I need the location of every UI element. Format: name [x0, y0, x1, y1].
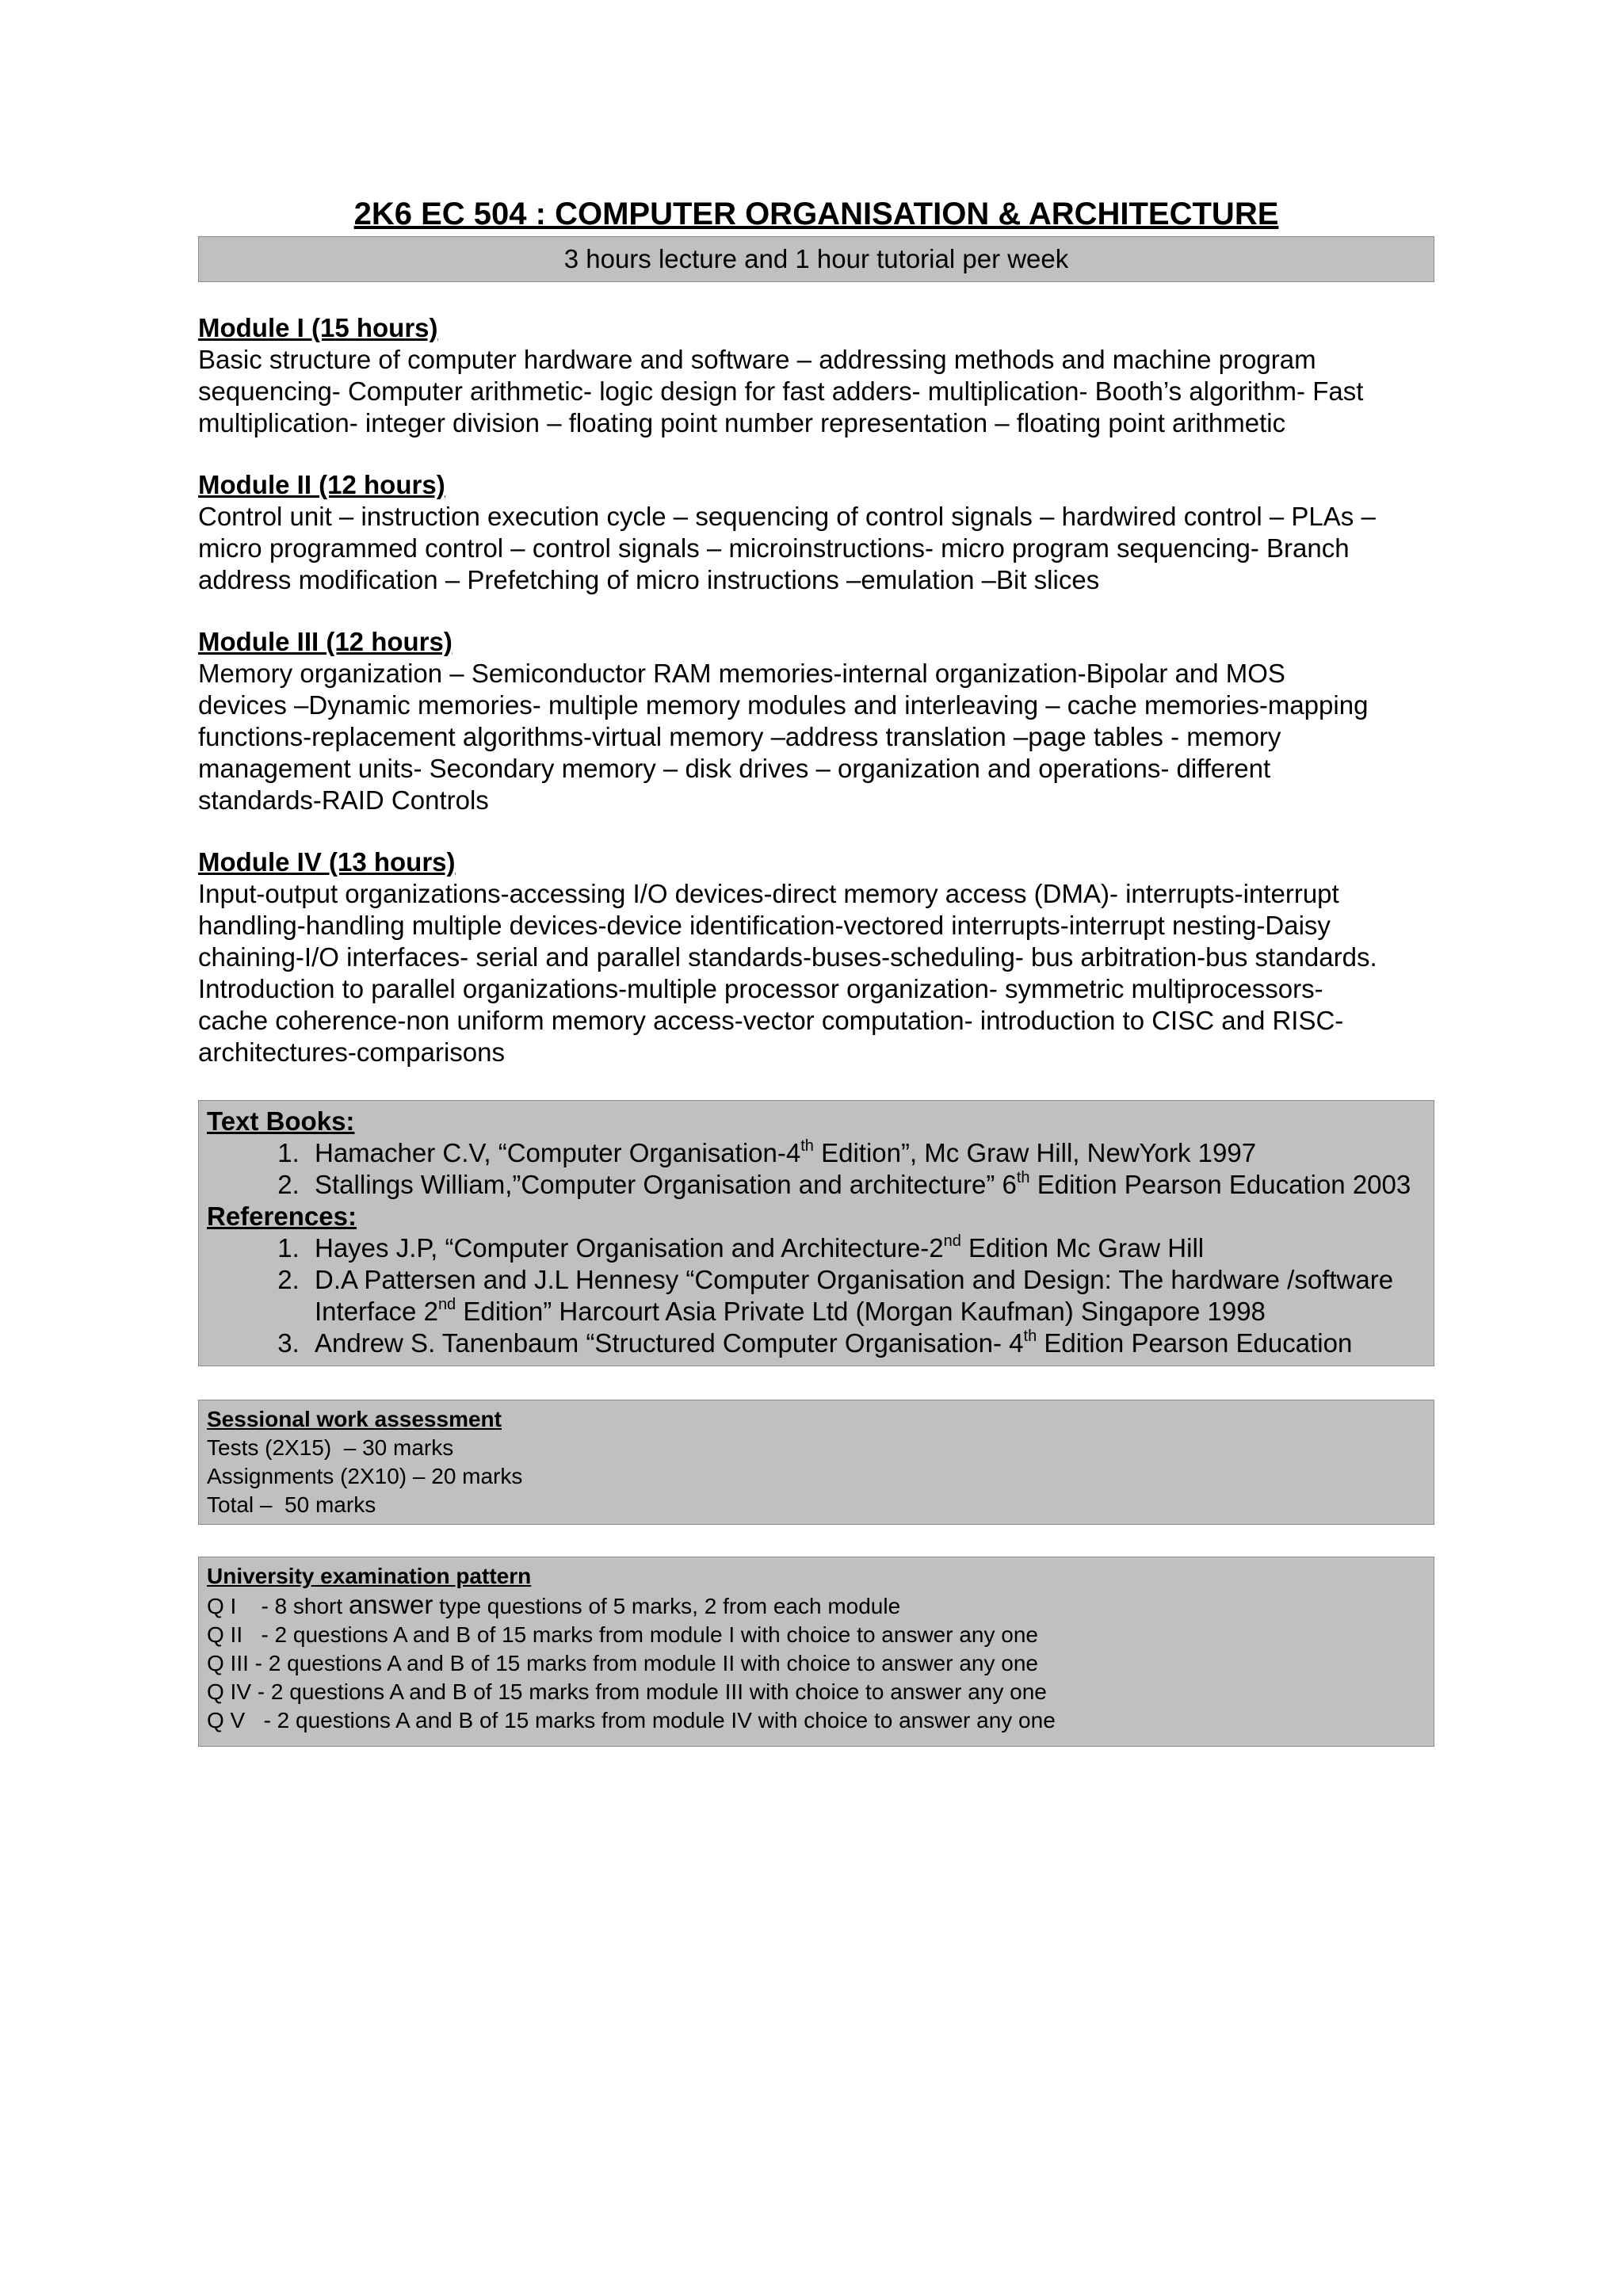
exam-line: Q V - 2 questions A and B of 15 marks from module IV with choice to answer any one	[207, 1708, 1056, 1733]
exam-text: answer	[348, 1590, 433, 1619]
module-line: address modification – Prefetching of micro instructions –emulation –Bit slices	[198, 565, 1100, 594]
module-line: Introduction to parallel organizations-multiple processor organization- symmetric multiprocessors-	[198, 974, 1323, 1003]
module-line: management units- Secondary memory – disk drives – organization and operations- different	[198, 754, 1271, 783]
syllabus-page	[198, 193, 1434, 1747]
reference-text: D.A Pattersen and J.L Hennesy “Computer Organisation and Design: The hardware /software Interface 2	[315, 1265, 1394, 1326]
module-line: cache coherence-non uniform memory access-vector computation- introduction to CISC and RISC-	[198, 1006, 1344, 1035]
superscript: nd	[437, 1296, 456, 1313]
book-text: Edition Pearson Education 2003	[1029, 1170, 1411, 1199]
exam-heading: University examination pattern	[207, 1564, 532, 1588]
exam-line	[207, 1591, 1426, 1621]
reference-item	[307, 1264, 1426, 1328]
text-book-item	[307, 1169, 1426, 1201]
module-heading: Module I (15 hours)	[198, 313, 438, 342]
sessional-box	[198, 1400, 1434, 1525]
text-books-heading: Text Books:	[207, 1106, 355, 1136]
sessional-heading: Sessional work assessment	[207, 1407, 502, 1431]
exam-text: type questions of 5 marks, 2 from each module	[433, 1594, 901, 1618]
hours-banner: 3 hours lecture and 1 hour tutorial per week	[198, 236, 1434, 282]
reference-item	[307, 1328, 1426, 1359]
module-heading: Module III (12 hours)	[198, 627, 453, 656]
module-heading: Module IV (13 hours)	[198, 847, 456, 877]
module-line: sequencing- Computer arithmetic- logic design for fast adders- multiplication- Booth’s algorithm- Fast	[198, 376, 1364, 406]
module-line: standards-RAID Controls	[198, 785, 489, 815]
sessional-line: Total – 50 marks	[207, 1492, 376, 1517]
reference-text: Edition” Harcourt Asia Private Ltd (Morgan Kaufman) Singapore 1998	[456, 1297, 1266, 1326]
module-line: Memory organization – Semiconductor RAM memories-internal organization-Bipolar and MOS	[198, 659, 1285, 688]
exam-text: Q I - 8 short	[207, 1594, 349, 1618]
superscript: nd	[943, 1232, 961, 1250]
text-books-list	[207, 1137, 1426, 1201]
superscript: th	[1023, 1328, 1037, 1345]
exam-line: Q II - 2 questions A and B of 15 marks from module I with choice to answer any one	[207, 1622, 1038, 1647]
module-line: functions-replacement algorithms-virtual memory –address translation –page tables - memory	[198, 722, 1281, 751]
page-title: 2K6 EC 504 : COMPUTER ORGANISATION & ARCHITECTURE	[353, 197, 1279, 231]
references-heading: References:	[207, 1201, 357, 1231]
module-line: chaining-I/O interfaces- serial and parallel standards-buses-scheduling- bus arbitration-bus standards.	[198, 942, 1377, 972]
reference-text: Hayes J.P, “Computer Organisation and Architecture-2	[315, 1233, 944, 1263]
books-box	[198, 1100, 1434, 1366]
module-heading: Module II (12 hours)	[198, 470, 445, 499]
module-3	[198, 626, 1434, 816]
exam-pattern-box	[198, 1557, 1434, 1747]
text-book-item	[307, 1137, 1426, 1169]
references-list	[207, 1232, 1426, 1359]
module-line: multiplication- integer division – floating point number representation – floating point arithmetic	[198, 408, 1286, 437]
sessional-line: Assignments (2X10) – 20 marks	[207, 1464, 523, 1488]
book-text: Hamacher C.V, “Computer Organisation-4	[315, 1138, 801, 1167]
module-1	[198, 312, 1434, 439]
module-4	[198, 846, 1434, 1068]
reference-text: Edition Pearson Education	[1037, 1328, 1353, 1358]
reference-text: Edition Mc Graw Hill	[960, 1233, 1205, 1263]
reference-text: Andrew S. Tanenbaum “Structured Computer Organisation- 4	[315, 1328, 1024, 1358]
superscript: th	[800, 1137, 814, 1155]
exam-line: Q III - 2 questions A and B of 15 marks from module II with choice to answer any one	[207, 1651, 1038, 1675]
module-line: architectures-comparisons	[198, 1037, 505, 1067]
reference-item	[307, 1232, 1426, 1264]
module-line: handling-handling multiple devices-device identification-vectored interrupts-interrupt nesting-Daisy	[198, 911, 1331, 940]
module-line: micro programmed control – control signals – microinstructions- micro program sequencing- Branch	[198, 533, 1350, 563]
book-text: Stallings William,”Computer Organisation and architecture” 6	[315, 1170, 1017, 1199]
module-line: Control unit – instruction execution cycle – sequencing of control signals – hardwired control – PLAs –	[198, 502, 1376, 531]
sessional-line: Tests (2X15) – 30 marks	[207, 1435, 454, 1460]
module-2	[198, 469, 1434, 596]
book-text: Edition”, Mc Graw Hill, NewYork 1997	[813, 1138, 1257, 1167]
module-line: Input-output organizations-accessing I/O devices-direct memory access (DMA)- interrupts-interrupt	[198, 879, 1339, 908]
module-line: devices –Dynamic memories- multiple memory modules and interleaving – cache memories-mapping	[198, 690, 1369, 720]
superscript: th	[1016, 1169, 1030, 1186]
module-line: Basic structure of computer hardware and software – addressing methods and machine program	[198, 345, 1316, 374]
exam-line: Q IV - 2 questions A and B of 15 marks from module III with choice to answer any one	[207, 1679, 1047, 1704]
